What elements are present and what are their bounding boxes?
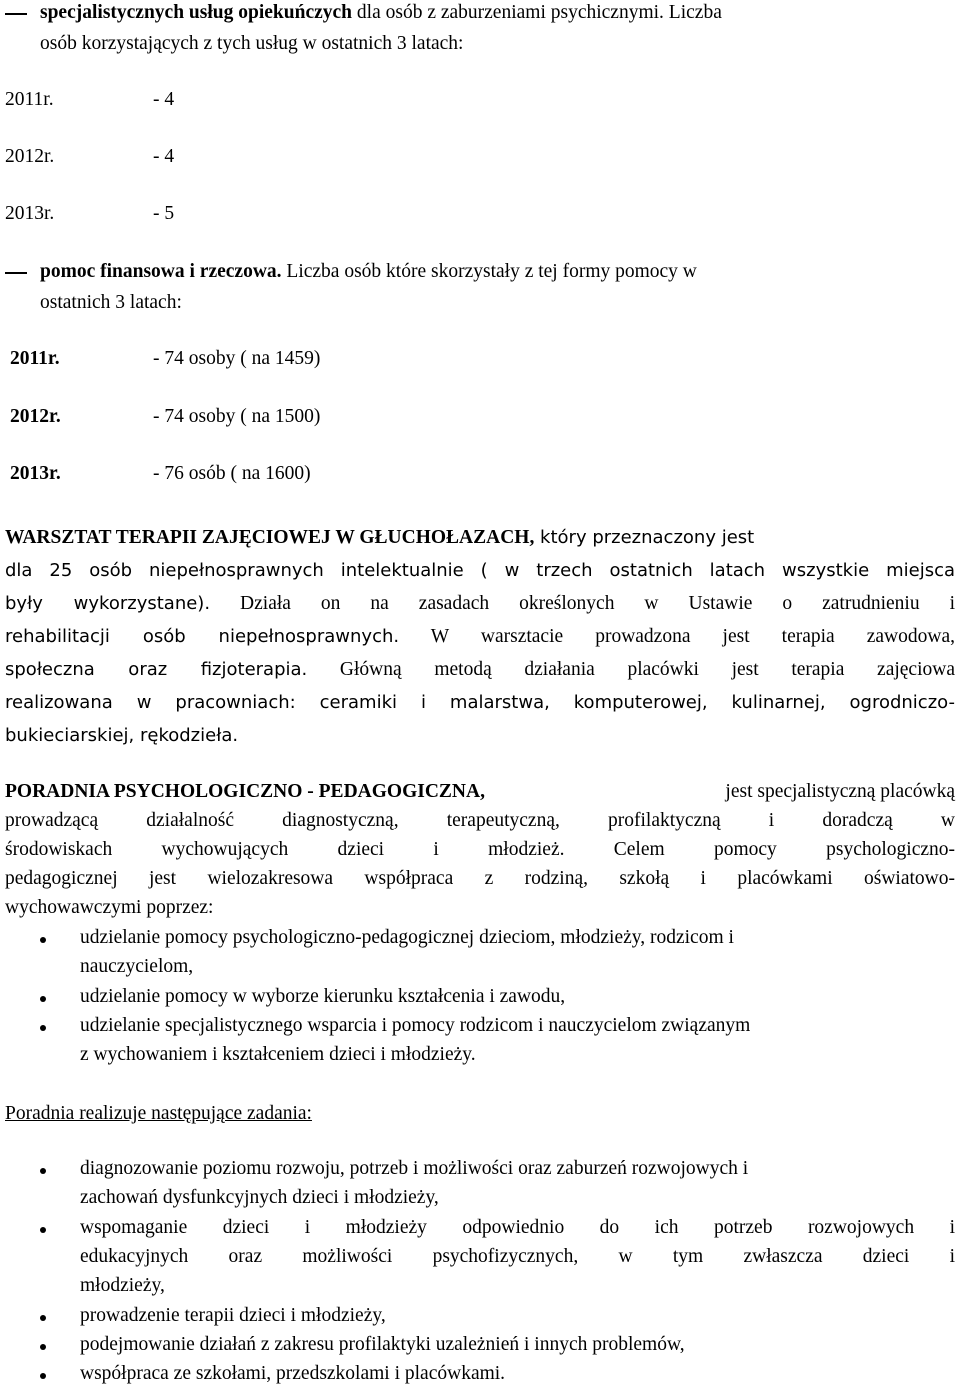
ppp-text: jest specjalistyczną placówką bbox=[725, 781, 955, 802]
ppp-line-2: prowadzącą działalność diagnostyczną, terapeutyczną, profilaktyczną i doradczą w bbox=[5, 810, 955, 831]
wtz-heading: WARSZTAT TERAPII ZAJĘCIOWEJ W GŁUCHOŁAZACH, bbox=[5, 527, 535, 548]
tasks-heading: Poradnia realizuje następujące zadania: bbox=[5, 1103, 312, 1124]
bullet-dot bbox=[40, 1344, 46, 1350]
ppp-line-4: pedagogicznej jest wielozakresowa współpraca z rodziną, szkołą i placówkami oświatowo- bbox=[5, 868, 955, 889]
wtz-line-3 bbox=[5, 591, 955, 617]
wtz-text: który przeznaczony jest bbox=[534, 527, 755, 548]
task-1-line-1: diagnozowanie poziomu rozwoju, potrzeb i możliwości oraz zaburzeń rozwojowych i bbox=[80, 1158, 749, 1179]
list-item-1-bold: specjalistycznych usług opiekuńczych bbox=[40, 2, 353, 23]
ppp-bullet-3-line-1: udzielanie specjalistycznego wsparcia i pomocy rodzicom i nauczycielom związanym bbox=[80, 1015, 751, 1036]
bullet-dot bbox=[40, 996, 46, 1002]
ppp-bullet-1-line-2: nauczycielom, bbox=[80, 956, 194, 977]
year-label: 2012r. bbox=[10, 406, 61, 427]
year-row bbox=[5, 87, 175, 113]
wtz-line-3b: Działa on na zasadach określonych w Ustawie o zatrudnieniu i bbox=[210, 593, 955, 614]
year-value: - 4 bbox=[153, 146, 175, 167]
year-row bbox=[10, 404, 321, 430]
list-item-2-bold: pomoc finansowa i rzeczowa. bbox=[40, 261, 282, 282]
ppp-heading: PORADNIA PSYCHOLOGICZNO - PEDAGOGICZNA, bbox=[5, 781, 485, 802]
list-item-2-line-2: ostatnich 3 latach: bbox=[40, 292, 182, 313]
bullet-dot bbox=[40, 1025, 46, 1031]
year-label: 2013r. bbox=[5, 203, 55, 224]
bullet-dot bbox=[40, 1373, 46, 1379]
list-item-1-line-1 bbox=[40, 0, 722, 26]
year-row bbox=[10, 346, 321, 372]
year-label: 2011r. bbox=[10, 348, 60, 369]
year-row bbox=[5, 201, 175, 227]
list-item-2-line-1 bbox=[40, 259, 697, 285]
list-item-1-text: dla osób z zaburzeniami psychicznymi. Liczba bbox=[352, 2, 722, 23]
year-value: - 5 bbox=[153, 203, 175, 224]
bullet-dot bbox=[40, 1227, 46, 1233]
task-1-line-2: zachowań dysfunkcyjnych dzieci i młodzieży, bbox=[80, 1187, 439, 1208]
ppp-line-1 bbox=[5, 779, 955, 805]
wtz-line-4a: rehabilitacji osób niepełnosprawnych. bbox=[5, 626, 400, 647]
list-item-1-line-2: osób korzystających z tych usług w ostatnich 3 latach: bbox=[40, 33, 464, 54]
task-2-line-2: edukacyjnych oraz możliwości psychofizycznych, w tym zwłaszcza dzieci i bbox=[80, 1246, 955, 1267]
ppp-line-5: wychowawczymi poprzez: bbox=[5, 897, 214, 918]
year-label: 2012r. bbox=[5, 146, 55, 167]
wtz-line-3a: były wykorzystane). bbox=[5, 593, 211, 614]
wtz-line-4 bbox=[5, 624, 955, 650]
wtz-line-7: bukieciarskiej, rękodzieła. bbox=[5, 725, 239, 746]
year-label: 2011r. bbox=[5, 89, 54, 110]
wtz-line-1 bbox=[5, 525, 754, 551]
ppp-line-3: środowiskach wychowujących dzieci i młodzież. Celem pomocy psychologiczno- bbox=[5, 839, 955, 860]
ppp-bullet-2-line-1: udzielanie pomocy w wyborze kierunku kształcenia i zawodu, bbox=[80, 986, 566, 1007]
wtz-line-5a: społeczna oraz fizjoterapia. bbox=[5, 659, 308, 680]
wtz-line-4b: W warsztacie prowadzona jest terapia zawodowa, bbox=[399, 626, 955, 647]
wtz-line-6: realizowana w pracowniach: ceramiki i malarstwa, komputerowej, kulinarnej, ogrodniczo- bbox=[5, 692, 955, 713]
bullet-dot bbox=[40, 1315, 46, 1321]
year-value: - 76 osób ( na 1600) bbox=[153, 463, 311, 484]
dash-bullet bbox=[5, 272, 27, 274]
bullet-dot bbox=[40, 937, 46, 943]
wtz-line-5 bbox=[5, 657, 955, 683]
task-2-line-1: wspomaganie dzieci i młodzieży odpowiednio do ich potrzeb rozwojowych i bbox=[80, 1217, 955, 1238]
year-value: - 74 osoby ( na 1459) bbox=[153, 348, 321, 369]
task-3-line-1: prowadzenie terapii dzieci i młodzieży, bbox=[80, 1305, 386, 1326]
year-row bbox=[5, 144, 175, 170]
year-value: - 74 osoby ( na 1500) bbox=[153, 406, 321, 427]
bullet-dot bbox=[40, 1168, 46, 1174]
wtz-line-2: dla 25 osób niepełnosprawnych intelektualnie ( w trzech ostatnich latach wszystkie miejsca bbox=[5, 560, 955, 581]
task-5-line-1: współpraca ze szkołami, przedszkolami i placówkami. bbox=[80, 1363, 506, 1384]
year-value: - 4 bbox=[153, 89, 175, 110]
task-2-line-3: młodzieży, bbox=[80, 1275, 165, 1296]
dash-bullet bbox=[5, 13, 27, 15]
task-4-line-1: podejmowanie działań z zakresu profilaktyki uzależnień i innych problemów, bbox=[80, 1334, 685, 1355]
list-item-2-text: Liczba osób które skorzystały z tej formy pomocy w bbox=[281, 261, 697, 282]
ppp-bullet-3-line-2: z wychowaniem i kształceniem dzieci i młodzieży. bbox=[80, 1044, 476, 1065]
year-row bbox=[10, 461, 311, 487]
ppp-bullet-1-line-1: udzielanie pomocy psychologiczno-pedagogicznej dzieciom, młodzieży, rodzicom i bbox=[80, 927, 734, 948]
wtz-line-5b: Główną metodą działania placówki jest terapia zajęciowa bbox=[307, 659, 955, 680]
year-label: 2013r. bbox=[10, 463, 61, 484]
